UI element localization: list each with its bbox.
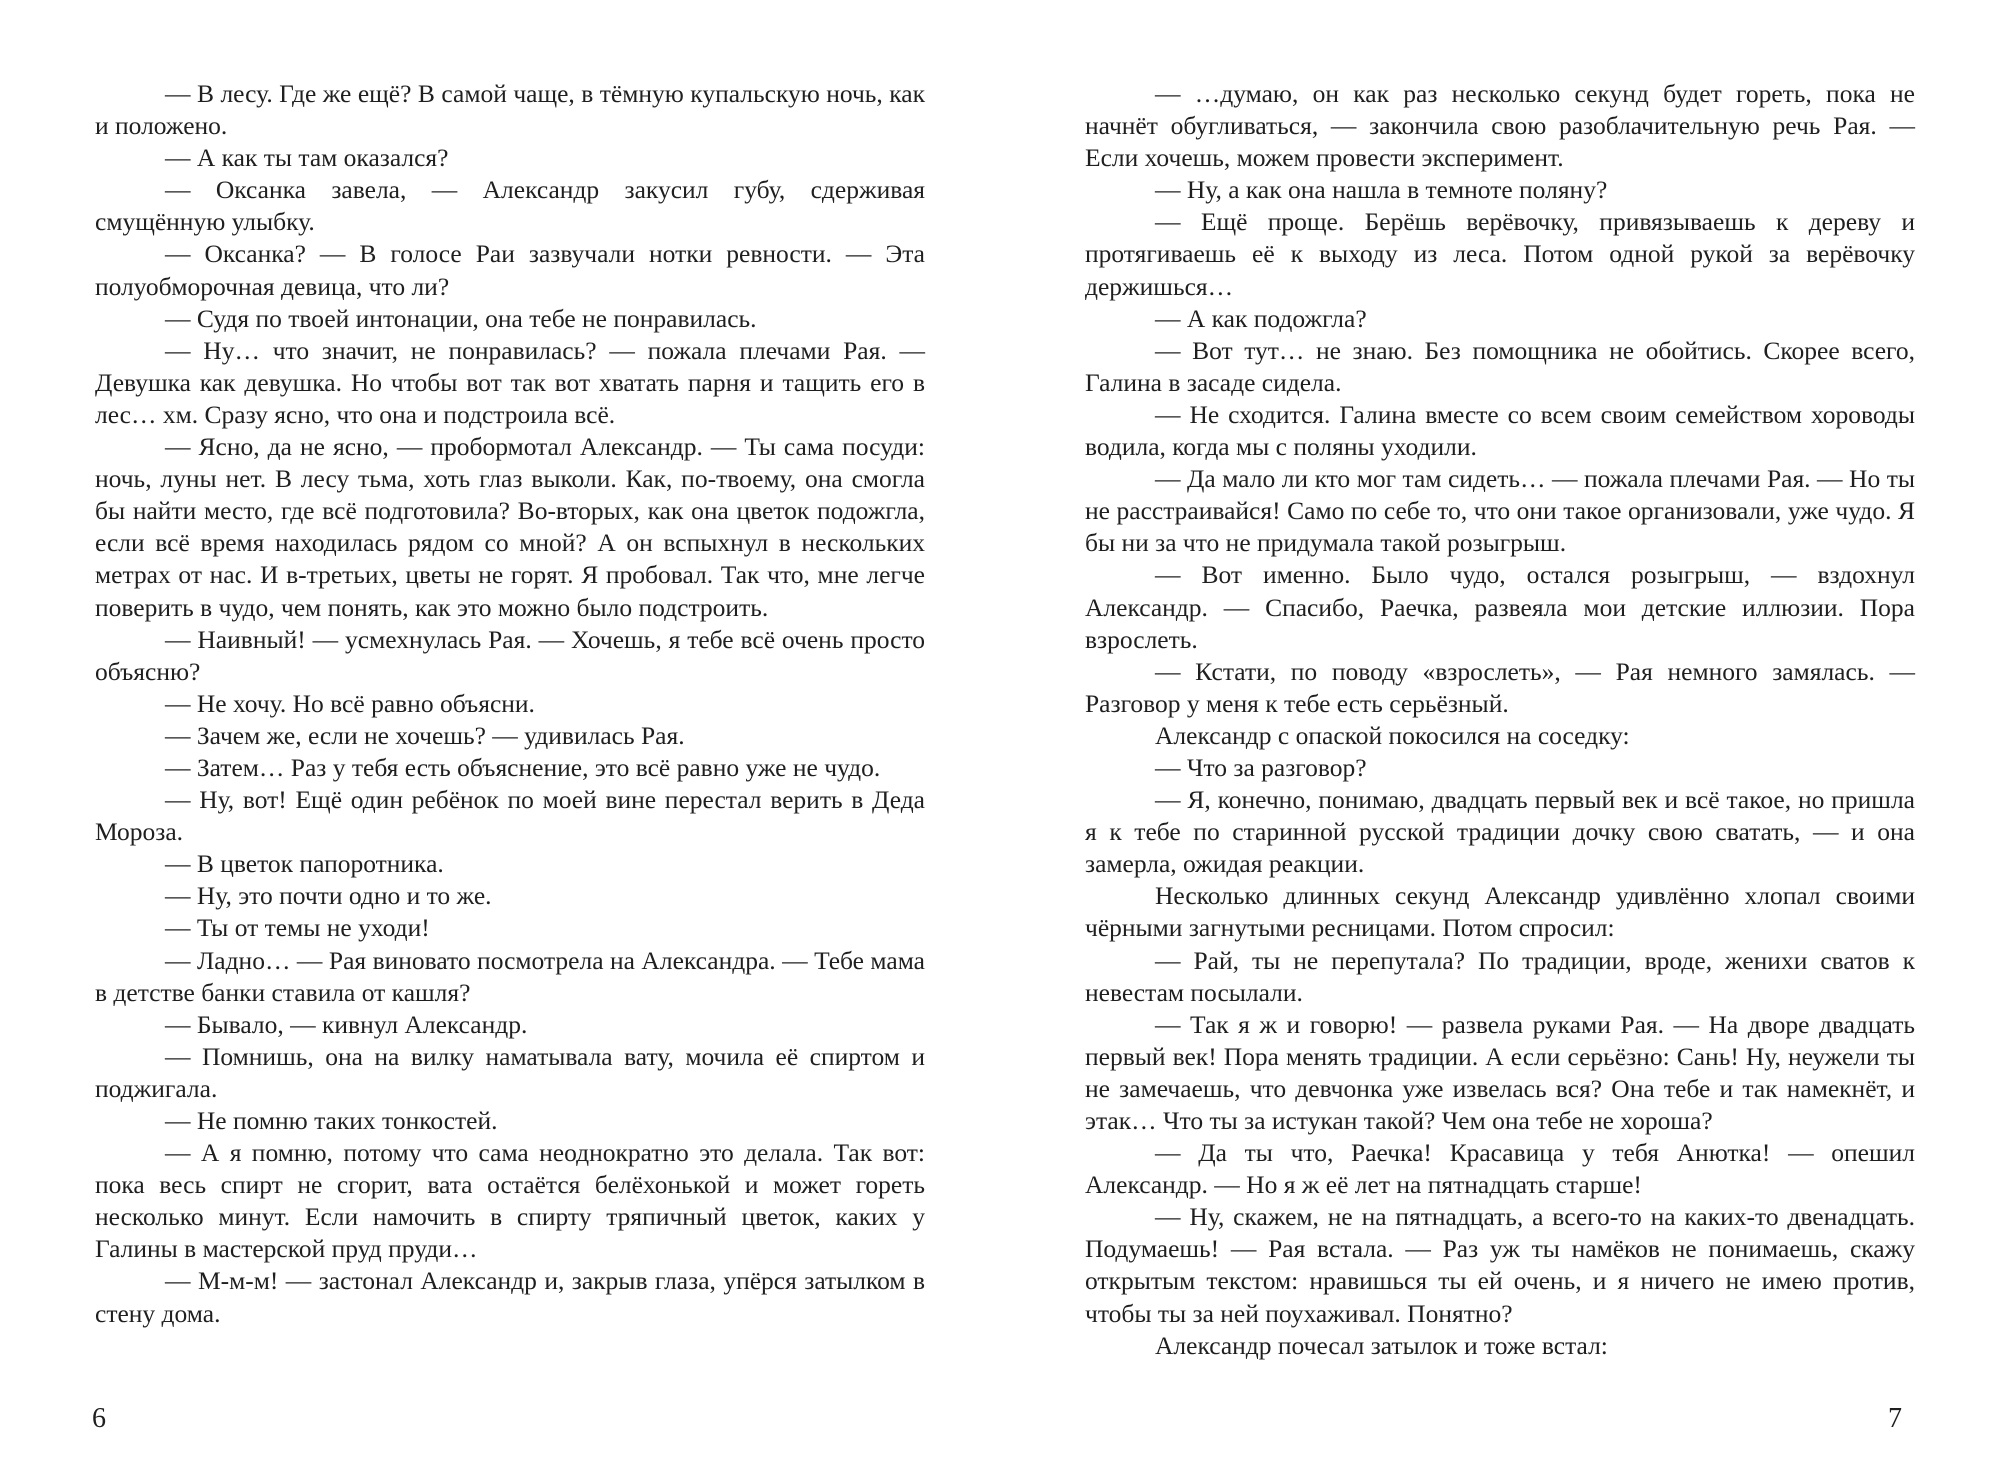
paragraph: — Вот тут… не знаю. Без помощника не обойтись. Скорее всего, Галина в засаде сидела. — [1085, 335, 1915, 397]
paragraph: — Зачем же, если не хочешь? — удивилась Рая. — [165, 720, 685, 750]
paragraph: — Не хочу. Но всё равно объясни. — [165, 688, 535, 718]
paragraph: — Бывало, — кивнул Александр. — [165, 1009, 528, 1039]
paragraph: — Не сходится. Галина вместе со всем своим семейством хороводы водила, когда мы с поляны уходили. — [1085, 399, 1915, 462]
paragraph: — Судя по твоей интонации, она тебе не понравилась. — [165, 303, 757, 333]
paragraph: — Вот именно. Было чудо, остался розыгрыш, — вздохнул Александр. — Спасибо, Раечка, развеяла мои детские иллюзии. Пора взрослеть. — [1085, 560, 1915, 654]
paragraph: — Ясно, да не ясно, — пробормотал Александр. — Ты сама посуди: ночь, луны нет. В лесу тьма, хоть глаз выколи. Как, по-твоему, она смогла бы найти место, где всё подготовила? Во-вторых, как она цветок подожгла, если всё время находилась рядом со мной? А он вспыхнул в нескольких метрах от нас. И в-третьих, цветы не горят. Я пробовал. Так что, мне легче поверить в чудо, чем понять, как это можно было подстроить. — [95, 432, 925, 622]
paragraph: — Ты от темы не уходи! — [165, 913, 430, 943]
left-page-text — [95, 78, 925, 1330]
page-number-left: 6 — [92, 1403, 106, 1434]
paragraph: — Да ты что, Раечка! Красавица у тебя Анютка! — опешил Александр. — Но я ж её лет на пятнадцать старше! — [1085, 1138, 1915, 1200]
paragraph: — Наивный! — усмехнулась Рая. — Хочешь, я тебе всё очень просто объясню? — [95, 624, 925, 686]
paragraph: — Ну, это почти одно и то же. — [165, 881, 492, 911]
paragraph: — Ну… что значит, не понравилась? — пожала плечами Рая. — Девушка как девушка. Но чтобы вот так вот хватать парня и тащить его в лес… хм. Сразу ясно, что она и подстроила всё. — [95, 335, 925, 429]
paragraph: — А я помню, потому что сама неоднократно это делала. Так вот: пока весь спирт не сгорит, вата остаётся белёхонькой и может гореть несколько минут. Если намочить в спирту тряпичный цветок, каких у Галины в мастерской пруд пруди… — [95, 1138, 925, 1264]
paragraph: Александр с опаской покосился на соседку: — [1155, 720, 1630, 750]
paragraph: — Ну, скажем, не на пятнадцать, а всего-то на каких-то двенадцать. Подумаешь! — Рая встала. — Раз уж ты намёков не понимаешь, скажу открытым текстом: нравишься ты ей очень, и я ничего не имею против, чтобы ты за ней поухаживал. Понятно? — [1085, 1202, 1915, 1328]
paragraph: Несколько длинных секунд Александр удивлённо хлопал своими чёрными загнутыми ресницами. Потом спросил: — [1085, 881, 1915, 943]
paragraph: — Помнишь, она на вилку наматывала вату, мочила её спиртом и поджигала. — [95, 1041, 925, 1103]
paragraph: — Оксанка? — В голосе Раи зазвучали нотки ревности. — Эта полуобморочная девица, что ли? — [95, 239, 925, 301]
paragraph: Александр почесал затылок и тоже встал: — [1155, 1330, 1608, 1360]
paragraph: — Затем… Раз у тебя есть объяснение, это всё равно уже не чудо. — [165, 752, 881, 782]
paragraph: — Оксанка завела, — Александр закусил губу, сдерживая смущённую улыбку. — [95, 175, 925, 237]
paragraph: — Ну, вот! Ещё один ребёнок по моей вине перестал верить в Деда Мороза. — [95, 785, 925, 847]
paragraph: — В лесу. Где же ещё? В самой чаще, в тёмную купальскую ночь, как и положено. — [95, 79, 925, 141]
paragraph: — Я, конечно, понимаю, двадцать первый век и всё такое, но пришла я к тебе по старинной русской традиции дочку свою сватать, — и она замерла, ожидая реакции. — [1085, 785, 1915, 879]
paragraph: — …думаю, он как раз несколько секунд будет гореть, пока не начнёт обугливаться, — закончила свою разоблачительную речь Рая. — Если хочешь, можем провести эксперимент. — [1085, 79, 1915, 173]
paragraph: — М-м-м! — застонал Александр и, закрыв глаза, упёрся затылком в стену дома. — [95, 1266, 925, 1328]
page-number-right: 7 — [1888, 1403, 1902, 1434]
paragraph: — Так я ж и говорю! — развела руками Рая. — На дворе двадцать первый век! Пора менять традиции. А если серьёзно: Сань! Ну, неужели ты не замечаешь, что девчонка уже извелась вся? Она тебе и так намекнёт, и этак… Что ты за истукан такой? Чем она тебе не хороша? — [1085, 1009, 1915, 1135]
paragraph: — А как ты там оказался? — [165, 143, 449, 173]
paragraph: — Кстати, по поводу «взрослеть», — Рая немного замялась. — Разговор у меня к тебе есть серьёзный. — [1085, 656, 1915, 718]
paragraph: — Да мало ли кто мог там сидеть… — пожала плечами Рая. — Но ты не расстраивайся! Само по себе то, что они такое организовали, уже чудо. Я бы ни за что не придумала такой розыгрыш. — [1085, 464, 1915, 558]
paragraph: — Рай, ты не перепутала? По традиции, вроде, женихи сватов к невестам посылали. — [1085, 945, 1915, 1007]
paragraph: — А как подожгла? — [1155, 303, 1367, 333]
paragraph: — В цветок папоротника. — [165, 849, 444, 879]
paragraph: — Не помню таких тонкостей. — [165, 1106, 498, 1135]
paragraph: — Ещё проще. Берёшь верёвочку, привязываешь к дереву и протягиваешь её к выходу из леса. Потом одной рукой за верёвочку держишься… — [1085, 207, 1915, 301]
paragraph: — Ну, а как она нашла в темноте поляну? — [1155, 175, 1608, 205]
right-page-text — [1085, 78, 1915, 1362]
paragraph: — Что за разговор? — [1155, 752, 1367, 782]
paragraph: — Ладно… — Рая виновато посмотрела на Александра. — Тебе мама в детстве банки ставила от кашля? — [95, 945, 925, 1007]
